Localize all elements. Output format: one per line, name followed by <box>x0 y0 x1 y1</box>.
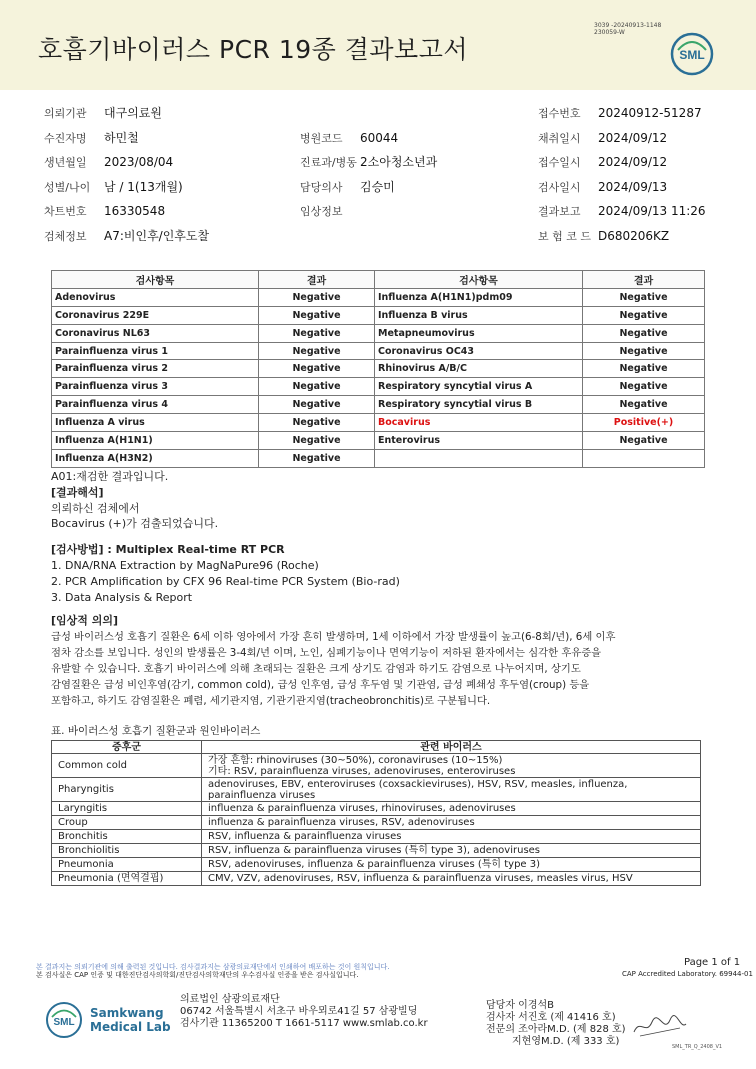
info-label: 성별/나이 <box>44 180 91 194</box>
result-cell: Negative <box>259 306 375 324</box>
info-value: D680206KZ <box>598 228 670 243</box>
test-item-cell: Parainfluenza virus 3 <box>52 378 259 396</box>
method-title <box>51 542 285 558</box>
info-label: 결과보고 <box>538 205 581 218</box>
virus-line: CMV, VZV, adenoviruses, RSV, influenza & parainfluenza viruses, measles virus, HSV <box>208 873 633 884</box>
info-value: 김승미 <box>360 179 395 194</box>
document-code-line-2: 230059-W <box>594 29 625 36</box>
result-cell: Negative <box>259 288 375 306</box>
interpretation-title: [결과해석] <box>51 486 104 499</box>
syndrome-cell: Bronchitis <box>52 830 202 844</box>
info-label: 접수일시 <box>538 156 581 169</box>
info-value: 2024/09/12 <box>598 130 668 145</box>
patient-info-mid <box>300 126 437 224</box>
lab-name-line: Samkwang <box>90 1006 164 1020</box>
header-test-item: 검사항목 <box>375 271 583 289</box>
result-cell: Negative <box>583 288 705 306</box>
virus-line: 가장 흔함: rhinoviruses (30~50%), coronaviruses (10~15%) <box>208 754 503 766</box>
syndrome-row <box>52 816 701 830</box>
results-row <box>52 360 705 378</box>
results-row <box>52 378 705 396</box>
syndrome-row <box>52 778 701 802</box>
virus-line: RSV, adenoviruses, influenza & parainfluenza viruses (특히 type 3) <box>208 859 541 870</box>
virus-cell <box>202 858 701 872</box>
clinical-line: 급성 바이러스성 호흡기 질환은 6세 이하 영아에서 가장 흔히 발생하며, 1세 이하에서 가장 발생률이 높고(6-8회/년), 6세 이후 <box>51 631 616 643</box>
test-item-cell: Enterovirus <box>375 432 583 450</box>
info-row <box>44 199 209 224</box>
test-item-cell: Metapneumovirus <box>375 324 583 342</box>
results-row <box>52 432 705 450</box>
staff-info <box>486 1000 626 1048</box>
result-cell: Negative <box>583 378 705 396</box>
results-row <box>52 414 705 432</box>
syndrome-cell: Pneumonia <box>52 858 202 872</box>
info-row <box>300 126 437 151</box>
virus-cell <box>202 872 701 886</box>
test-item-cell: Adenovirus <box>52 288 259 306</box>
info-row <box>300 150 437 175</box>
sml-logo-text: SML <box>679 48 705 62</box>
test-item-cell: Parainfluenza virus 1 <box>52 342 259 360</box>
info-row <box>300 199 437 224</box>
results-row <box>52 342 705 360</box>
info-label: 진료과/병동 <box>300 156 357 169</box>
clinical-line: 포함하고, 하기도 감염질환은 폐렴, 세기관지염, 기관기관지염(tracheobronchitis)로 구분됩니다. <box>51 695 491 707</box>
virus-line: influenza & parainfluenza viruses, RSV, adenoviruses <box>208 817 475 828</box>
info-value: 60044 <box>360 130 399 145</box>
header-syndrome: 증후군 <box>52 741 202 754</box>
info-value: 2024/09/13 <box>598 179 668 194</box>
result-cell: Negative <box>583 396 705 414</box>
clinical-line: 점차 감소를 보입니다. 성인의 발생률은 3-4회/년 이며, 노인, 심폐기능이나 면역기능이 저하된 환자에서는 심각한 후유증을 <box>51 647 602 659</box>
result-cell: Negative <box>583 306 705 324</box>
virus-line: adenoviruses, EBV, enteroviruses (coxsackieviruses), HSV, RSV, measles, influenza, <box>208 778 628 790</box>
method-step: 3. Data Analysis & Report <box>51 591 193 604</box>
result-cell: Negative <box>259 432 375 450</box>
result-cell: Negative <box>583 360 705 378</box>
result-cell: Positive(+) <box>583 414 705 432</box>
info-value: 대구의료원 <box>104 106 162 120</box>
staff-line: 검사자 서진호 (제 41416 호) <box>486 1012 616 1023</box>
test-item-cell: Influenza A virus <box>52 414 259 432</box>
cap-accreditation: CAP Accredited Laboratory. 69944-01 <box>622 970 753 978</box>
signature-image <box>630 1012 690 1040</box>
syndrome-cell: Croup <box>52 816 202 830</box>
info-row <box>44 126 209 151</box>
syndrome-header-row <box>52 741 701 754</box>
info-row <box>538 199 706 224</box>
test-item-cell: Rhinovirus A/B/C <box>375 360 583 378</box>
footer-disclaimer: 본 결과지는 의뢰기관에 의해 출력된 것입니다. 검사결과지는 삼광의료재단에서 인쇄하여 배포하는 것이 원칙입니다. <box>36 963 390 971</box>
patient-info-left <box>44 101 209 248</box>
syndrome-row <box>52 754 701 778</box>
info-label: 임상정보 <box>300 205 343 218</box>
lab-name <box>90 1006 171 1034</box>
syndrome-cell: Common cold <box>52 754 202 778</box>
info-label: 생년월일 <box>44 156 87 169</box>
results-table <box>51 270 705 468</box>
info-row <box>538 150 706 175</box>
info-label: 의뢰기관 <box>44 107 87 120</box>
test-item-cell: Influenza B virus <box>375 306 583 324</box>
info-value: 하민철 <box>104 130 139 145</box>
test-item-cell <box>375 449 583 467</box>
result-cell: Negative <box>259 449 375 467</box>
footer-certification: 본 검사실은 CAP 인증 및 대한진단검사의학회/진단검사의학재단의 우수검사실 인증을 받은 검사실입니다. <box>36 971 359 979</box>
test-item-cell: Influenza A(H1N1)pdm09 <box>375 288 583 306</box>
info-label: 담당의사 <box>300 180 343 194</box>
syndrome-row <box>52 844 701 858</box>
results-row <box>52 449 705 467</box>
result-cell: Negative <box>259 342 375 360</box>
clinical-line: 유발할 수 있습니다. 호흡기 바이러스에 의해 초래되는 질환은 크게 상기도 감염과 하기도 감염으로 나누어지며, 상기도 <box>51 663 581 675</box>
test-item-cell: Respiratory syncytial virus A <box>375 378 583 396</box>
result-cell: Negative <box>259 396 375 414</box>
info-row <box>44 224 209 249</box>
document-code-line-1: 3039 -20240913-1148 <box>594 22 662 29</box>
results-row <box>52 306 705 324</box>
form-code: SML_TR_Q_2408_V1 <box>672 1044 723 1050</box>
info-row <box>300 175 437 200</box>
virus-cell <box>202 778 701 802</box>
page-number: Page 1 of 1 <box>684 957 741 968</box>
result-cell: Negative <box>259 378 375 396</box>
info-row <box>538 175 706 200</box>
syndrome-row <box>52 872 701 886</box>
org-line: 의료법인 삼광의료재단 <box>180 994 280 1005</box>
clinical-title: [임상적 의의] <box>51 614 119 627</box>
virus-line: RSV, influenza & parainfluenza viruses <box>208 831 402 842</box>
patient-info-right <box>538 101 706 248</box>
test-item-cell: Parainfluenza virus 4 <box>52 396 259 414</box>
virus-cell <box>202 844 701 858</box>
syndrome-cell: Pneumonia (면역결핍) <box>52 872 202 886</box>
lab-name-line: Medical Lab <box>90 1020 171 1034</box>
info-row <box>44 175 209 200</box>
sml-logo-icon <box>668 30 716 78</box>
test-item-cell: Bocavirus <box>375 414 583 432</box>
results-row <box>52 324 705 342</box>
header-viruses: 관련 바이러스 <box>202 741 701 754</box>
info-row <box>538 126 706 151</box>
method-step: 1. DNA/RNA Extraction by MagNaPure96 (Roche) <box>51 559 319 572</box>
clinical-line: 감염질환은 급성 비인후염(감기, common cold), 급성 인후염, 급성 후두염 및 기관염, 급성 폐쇄성 후두염(croup) 등을 <box>51 679 590 691</box>
syndrome-table-caption: 표. 바이러스성 호흡기 질환군과 원인바이러스 <box>51 725 261 737</box>
info-value: 2소아청소년과 <box>360 155 438 169</box>
test-item-cell: Coronavirus 229E <box>52 306 259 324</box>
staff-line: 전문의 조아라M.D. (제 828 호) <box>486 1024 626 1035</box>
test-item-cell: Influenza A(H3N2) <box>52 449 259 467</box>
info-label: 채취일시 <box>538 131 581 145</box>
info-value: 2023/08/04 <box>104 155 174 169</box>
results-row <box>52 288 705 306</box>
virus-cell <box>202 802 701 816</box>
syndrome-row <box>52 858 701 872</box>
header-test-item: 검사항목 <box>52 271 259 289</box>
test-item-cell: Coronavirus NL63 <box>52 324 259 342</box>
org-line: 검사기관 11365200 T 1661-5117 www.smlab.co.kr <box>180 1018 428 1029</box>
info-value: 20240912-51287 <box>598 106 702 120</box>
virus-cell <box>202 754 701 778</box>
info-row <box>44 101 209 126</box>
org-line: 06742 서울특별시 서초구 바우뫼로41길 57 삼광빌딩 <box>180 1006 418 1017</box>
syndrome-cell: Bronchiolitis <box>52 844 202 858</box>
syndrome-cell: Pharyngitis <box>52 778 202 802</box>
staff-line: 담당자 이경석B <box>486 1000 554 1011</box>
results-row <box>52 396 705 414</box>
info-label: 검사일시 <box>538 180 581 194</box>
virus-line: 기타: RSV, parainfluenza viruses, adenoviruses, enteroviruses <box>208 765 516 777</box>
syndrome-table <box>51 740 701 886</box>
test-item-cell: Influenza A(H1N1) <box>52 432 259 450</box>
syndrome-row <box>52 802 701 816</box>
staff-line: 지현영M.D. (제 333 호) <box>512 1036 620 1047</box>
retest-note: A01:재검한 결과입니다. <box>51 470 169 483</box>
info-value: 2024/09/13 11:26 <box>598 204 706 218</box>
report-title: 호흡기바이러스 PCR 19종 결과보고서 <box>38 35 469 64</box>
result-cell: Negative <box>259 360 375 378</box>
result-cell: Negative <box>583 324 705 342</box>
virus-line: RSV, influenza & parainfluenza viruses (특히 type 3), adenoviruses <box>208 845 541 856</box>
info-row <box>538 101 706 126</box>
result-cell <box>583 449 705 467</box>
header-result: 결과 <box>259 271 375 289</box>
info-label: 접수번호 <box>538 107 581 120</box>
method-title-label: [검사방법] : <box>51 543 116 556</box>
info-value: 16330548 <box>104 204 166 218</box>
syndrome-cell: Laryngitis <box>52 802 202 816</box>
info-label: 차트번호 <box>44 205 87 218</box>
info-row <box>44 150 209 175</box>
test-item-cell: Coronavirus OC43 <box>375 342 583 360</box>
document-code <box>594 22 661 36</box>
result-cell: Negative <box>583 432 705 450</box>
info-value: 2024/09/12 <box>598 155 668 169</box>
info-label: 검체정보 <box>44 229 87 243</box>
interpretation-line: 의뢰하신 검체에서 <box>51 502 140 515</box>
test-item-cell: Parainfluenza virus 2 <box>52 360 259 378</box>
info-value: 남 / 1(13개월) <box>104 179 183 194</box>
method-step: 2. PCR Amplification by CFX 96 Real-time PCR System (Bio-rad) <box>51 575 400 588</box>
virus-line: influenza & parainfluenza viruses, rhinoviruses, adenoviruses <box>208 803 516 814</box>
result-cell: Negative <box>583 342 705 360</box>
info-value: A7:비인후/인후도찰 <box>104 228 210 243</box>
sml-logo-icon <box>44 1000 84 1040</box>
result-cell: Negative <box>259 414 375 432</box>
virus-cell <box>202 816 701 830</box>
header-result: 결과 <box>583 271 705 289</box>
method-title-name: Multiplex Real-time RT PCR <box>115 543 285 556</box>
virus-cell <box>202 830 701 844</box>
results-header-row <box>52 271 705 289</box>
info-row <box>538 224 706 249</box>
sml-logo-text: SML <box>53 1017 75 1028</box>
virus-line: parainfluenza viruses <box>208 789 316 801</box>
info-label: 병원코드 <box>300 131 343 145</box>
syndrome-row <box>52 830 701 844</box>
organization-info <box>180 994 428 1030</box>
test-item-cell: Respiratory syncytial virus B <box>375 396 583 414</box>
info-label: 수진자명 <box>44 131 87 145</box>
info-label: 보 험 코 드 <box>538 229 591 243</box>
interpretation-line: Bocavirus (+)가 검출되었습니다. <box>51 517 219 530</box>
result-cell: Negative <box>259 324 375 342</box>
